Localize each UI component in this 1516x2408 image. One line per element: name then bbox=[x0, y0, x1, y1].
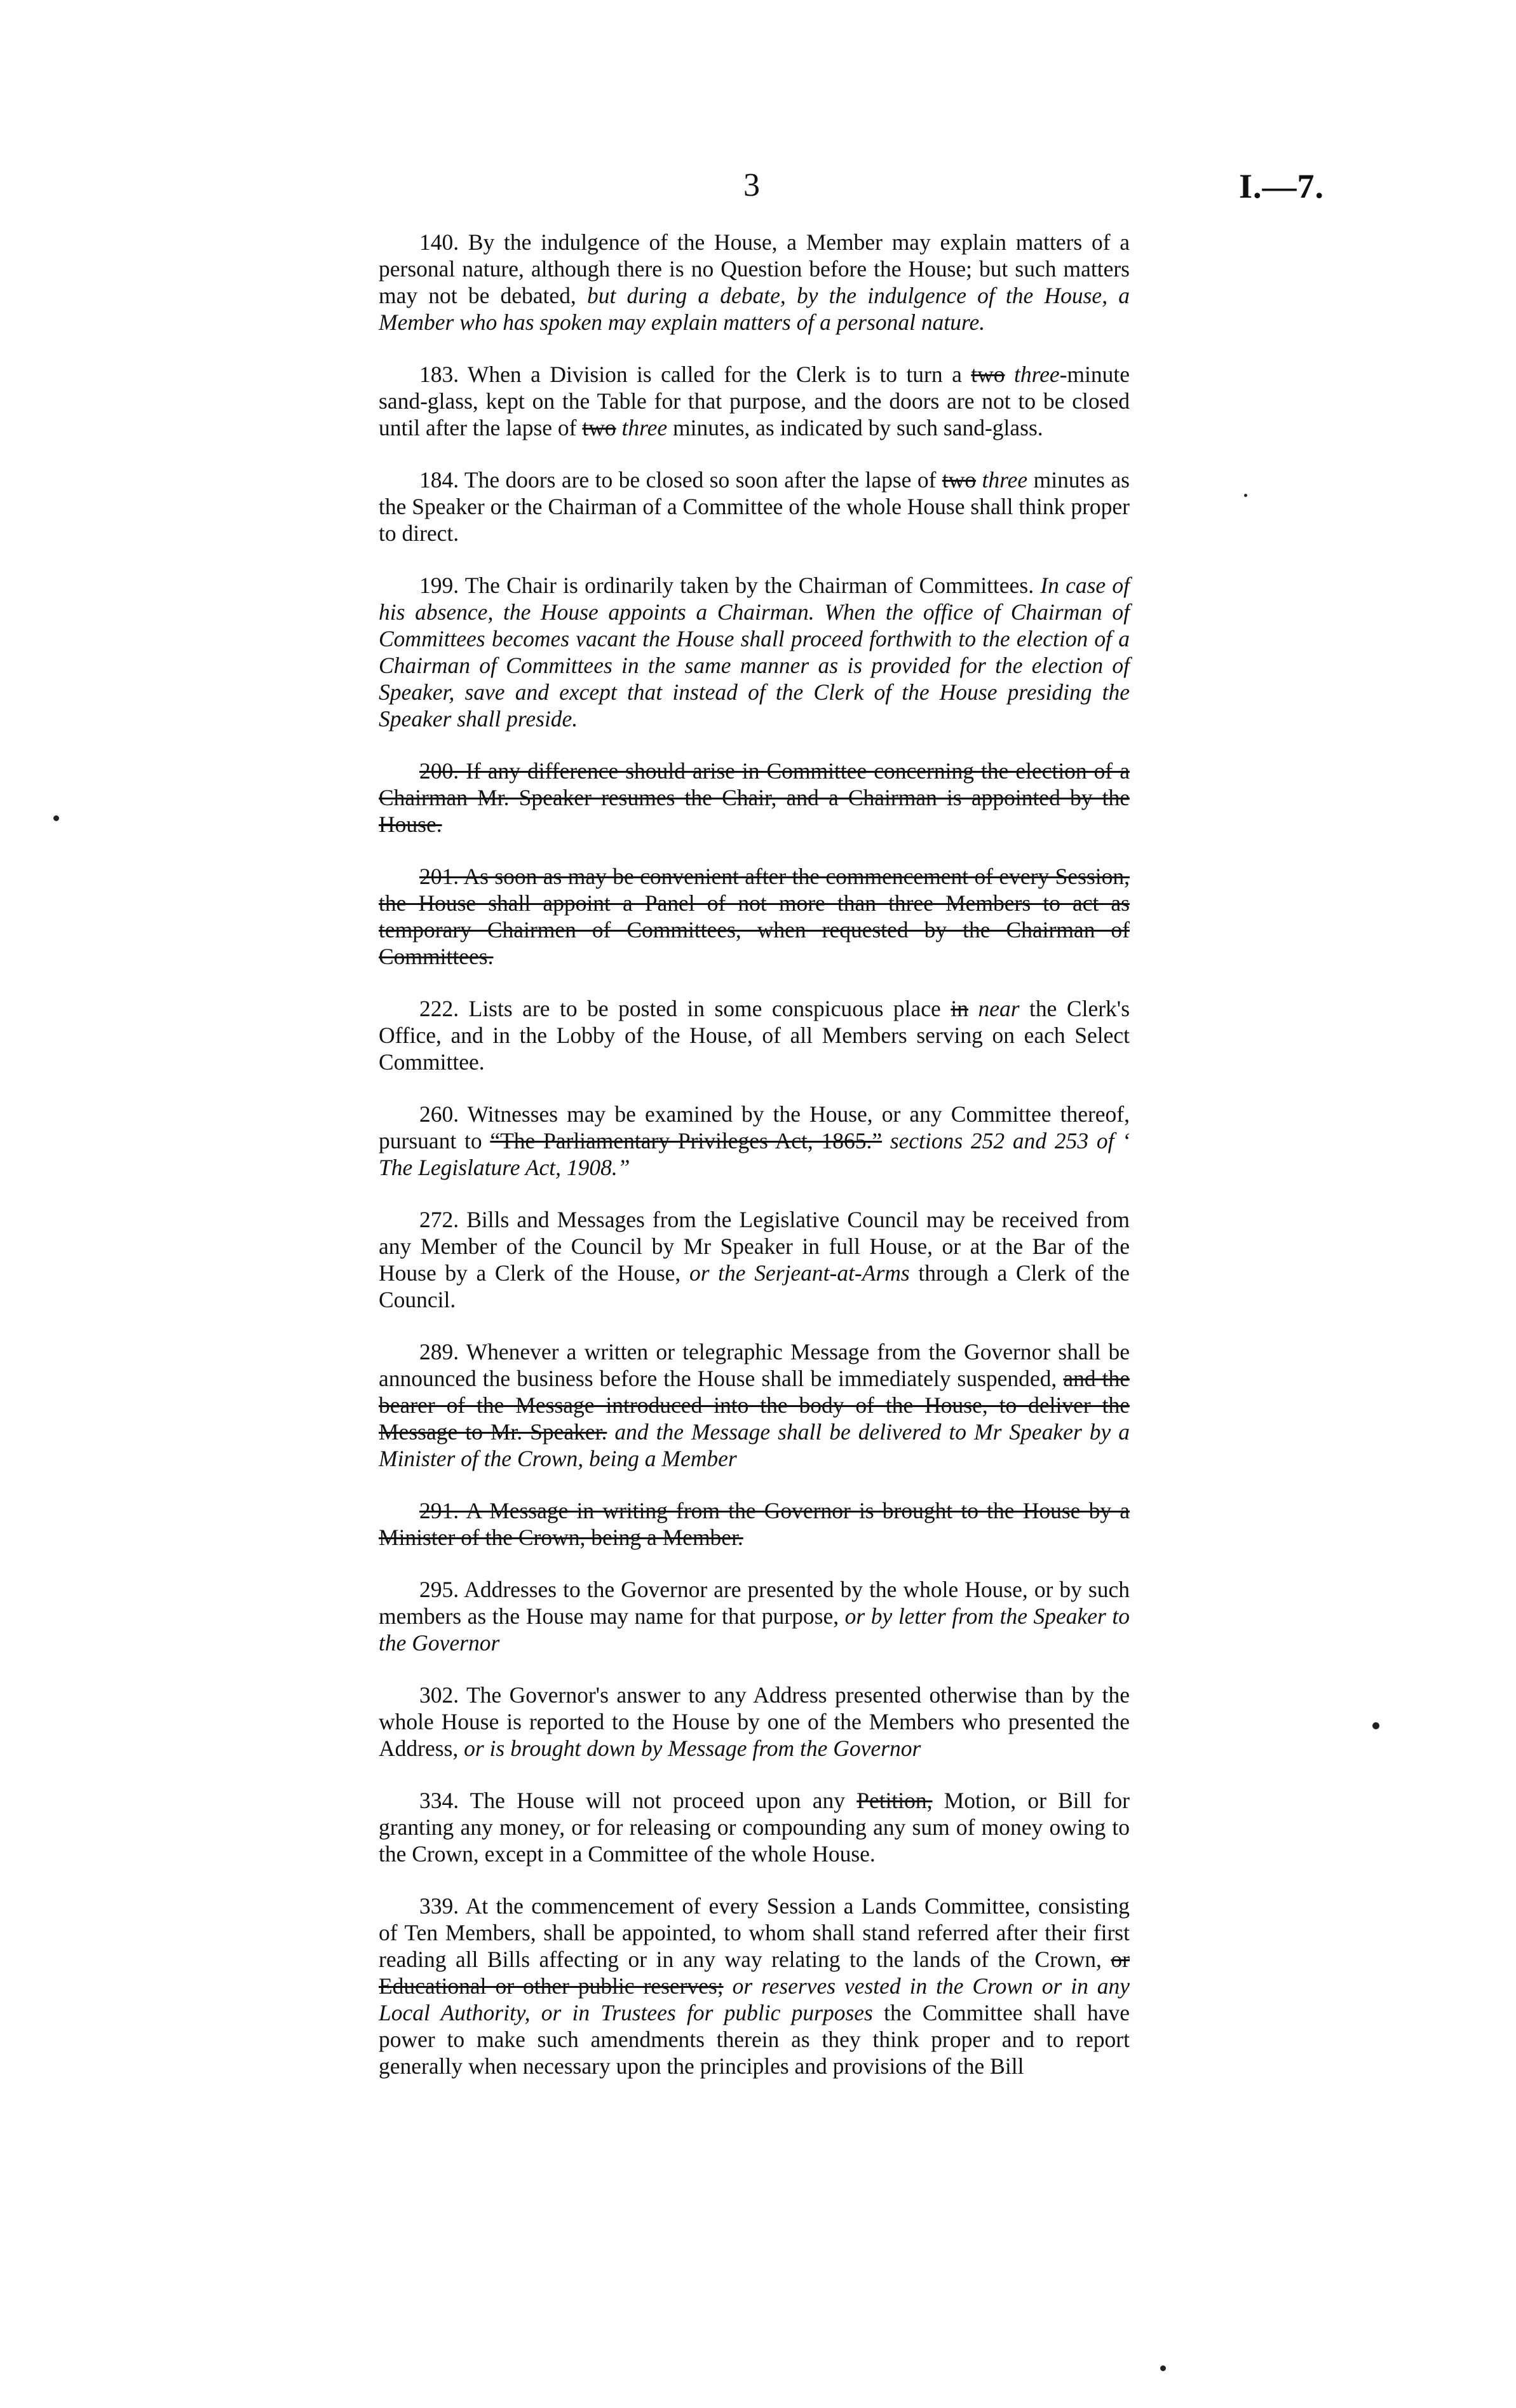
order-183-segment: two bbox=[582, 415, 616, 440]
order-260-segment: sections 252 and 253 of ‘ The Legislature Act, 1908.” bbox=[379, 1128, 1130, 1180]
order-295-segment: 295. Addresses to the Governor are presented by the whole House, or by such members as the House may name for that purpose, bbox=[379, 1577, 1130, 1629]
order-260-segment: 260. Witnesses may be examined by the House, or any Committee thereof, pursuant to bbox=[379, 1101, 1130, 1153]
order-183-segment: three bbox=[621, 415, 668, 440]
standing-order-140 bbox=[379, 229, 1130, 336]
order-289-segment bbox=[607, 1419, 614, 1445]
scan-speck bbox=[53, 815, 59, 821]
order-222-segment: in bbox=[951, 996, 968, 1021]
standing-order-295 bbox=[379, 1576, 1130, 1656]
order-222-segment: near bbox=[978, 996, 1020, 1021]
order-339-segment: or reserves vested in the Crown or in any Local Authority, or in Trustees for public purposes bbox=[379, 1973, 1130, 2025]
scan-speck bbox=[1244, 494, 1247, 497]
order-339-segment: or Educational or other public reserves; bbox=[379, 1947, 1130, 1999]
order-184-segment: minutes as the Speaker or the Chairman of a Committee of the whole House shall think proper to direct. bbox=[379, 467, 1130, 546]
order-291-segment: 291. A Message in writing from the Governor is brought to the House by a Minister of the Crown, being a Member. bbox=[379, 1498, 1130, 1550]
order-334-segment: 334. The House will not proceed upon any bbox=[419, 1788, 857, 1813]
order-183-segment: three bbox=[1013, 362, 1060, 387]
order-183-segment: two bbox=[971, 362, 1005, 387]
order-199-segment: In case of his absence, the House appoints a Chairman. When the office of Chairman of Committees becomes vacant the House shall proceed forthwith to the election of a Chairman of Committees in the same manner as is provided for the election of Speaker, save and except that instead of the Clerk of the House presiding the Speaker shall preside. bbox=[379, 573, 1130, 731]
order-302-segment: 302. The Governor's answer to any Address presented otherwise than by the whole House is reported to the House by one of the Members who presented the Address, bbox=[379, 1682, 1130, 1761]
page-number: 3 bbox=[743, 167, 760, 203]
standing-order-289 bbox=[379, 1338, 1130, 1472]
standing-order-184 bbox=[379, 466, 1130, 547]
order-339-segment: 339. At the commencement of every Session a Lands Committee, consisting of Ten Members, shall be appointed, to whom shall stand referred after their first reading all Bills affecting or in any way relating to the lands of the Crown, bbox=[379, 1893, 1130, 1972]
scan-speck bbox=[1372, 1722, 1379, 1729]
order-295-segment: or by letter from the Speaker to the Governor bbox=[379, 1603, 1130, 1656]
order-183-segment bbox=[1005, 362, 1014, 387]
order-289-segment: 289. Whenever a written or telegraphic Message from the Governor shall be announced the business before the House shall be immediately suspended, bbox=[379, 1339, 1130, 1391]
order-339-segment bbox=[724, 1973, 733, 1999]
standing-order-199 bbox=[379, 572, 1130, 732]
order-222-segment: 222. Lists are to be posted in some conspicuous place bbox=[419, 996, 951, 1021]
order-260-segment bbox=[882, 1128, 890, 1153]
order-184-segment: 184. The doors are to be closed so soon after the lapse of bbox=[419, 467, 942, 493]
order-183-segment bbox=[616, 415, 622, 440]
order-334-segment: Motion, or Bill for granting any money, or for releasing or compounding any sum of money owing to the Crown, except in a Committee of the whole House. bbox=[379, 1788, 1130, 1867]
standing-orders-text bbox=[379, 229, 1130, 2105]
order-222-segment bbox=[968, 996, 978, 1021]
standing-order-222 bbox=[379, 995, 1130, 1075]
standing-order-291 bbox=[379, 1497, 1130, 1551]
standing-order-201 bbox=[379, 863, 1130, 970]
document-reference: I.—7. bbox=[1239, 167, 1325, 205]
order-184-segment: two bbox=[942, 467, 977, 493]
order-334-segment: Petition, bbox=[856, 1788, 933, 1813]
scan-speck bbox=[1160, 2365, 1166, 2371]
standing-order-200 bbox=[379, 758, 1130, 838]
order-289-segment: and the Message shall be delivered to Mr Speaker by a Minister of the Crown, being a Member bbox=[379, 1419, 1130, 1471]
order-222-segment: the Clerk's Office, and in the Lobby of the House, of all Members serving on each Select Committee. bbox=[379, 996, 1130, 1075]
order-201-segment: 201. As soon as may be convenient after the commencement of every Session, the House shall appoint a Panel of not more than three Members to act as temporary Chairmen of Committees, when requested by the Chairman of Committees. bbox=[379, 864, 1130, 969]
order-272-segment: through a Clerk of the Council. bbox=[379, 1260, 1130, 1312]
order-339-segment: the Committee shall have power to make such amendments therein as they think proper and to report generally when necessary upon the principles and provisions of the Bill bbox=[379, 2000, 1130, 2079]
order-199-segment: 199. The Chair is ordinarily taken by the Chairman of Committees. bbox=[419, 573, 1041, 598]
standing-order-272 bbox=[379, 1206, 1130, 1313]
order-184-segment: three bbox=[982, 467, 1028, 493]
order-183-segment: 183. When a Division is called for the Clerk is to turn a bbox=[419, 362, 971, 387]
order-302-segment: or is brought down by Message from the Governor bbox=[464, 1736, 921, 1761]
order-289-segment: and the bearer of the Message introduced into the body of the House, to deliver the Message to Mr. Speaker. bbox=[379, 1366, 1130, 1445]
order-272-segment: or the Serjeant-at-Arms bbox=[689, 1260, 910, 1286]
standing-order-339 bbox=[379, 1893, 1130, 2079]
standing-order-334 bbox=[379, 1787, 1130, 1867]
order-140-segment: 140. By the indulgence of the House, a Member may explain matters of a personal nature, although there is no Question before the House; but such matters may not be debated, bbox=[379, 229, 1130, 308]
order-183-segment: -minute sand-glass, kept on the Table for that purpose, and the doors are not to be closed until after the lapse of bbox=[379, 362, 1130, 440]
standing-order-183 bbox=[379, 361, 1130, 441]
standing-order-302 bbox=[379, 1682, 1130, 1762]
order-140-segment: but during a debate, by the indulgence of the House, a Member who has spoken may explain matters of a personal nature. bbox=[379, 283, 1130, 335]
standing-order-260 bbox=[379, 1101, 1130, 1181]
order-260-segment: “The Parliamentary Privileges Act, 1865.” bbox=[490, 1128, 883, 1153]
order-183-segment: minutes, as indicated by such sand-glass. bbox=[667, 415, 1043, 440]
order-272-segment: 272. Bills and Messages from the Legislative Council may be received from any Member of the Council by Mr Speaker in full House, or at the Bar of the House by a Clerk of the House, bbox=[379, 1207, 1130, 1286]
order-184-segment bbox=[976, 467, 982, 493]
order-200-segment: 200. If any difference should arise in Committee concerning the election of a Chairman Mr. Speaker resumes the Chair, and a Chairman is appointed by the House. bbox=[379, 758, 1130, 837]
